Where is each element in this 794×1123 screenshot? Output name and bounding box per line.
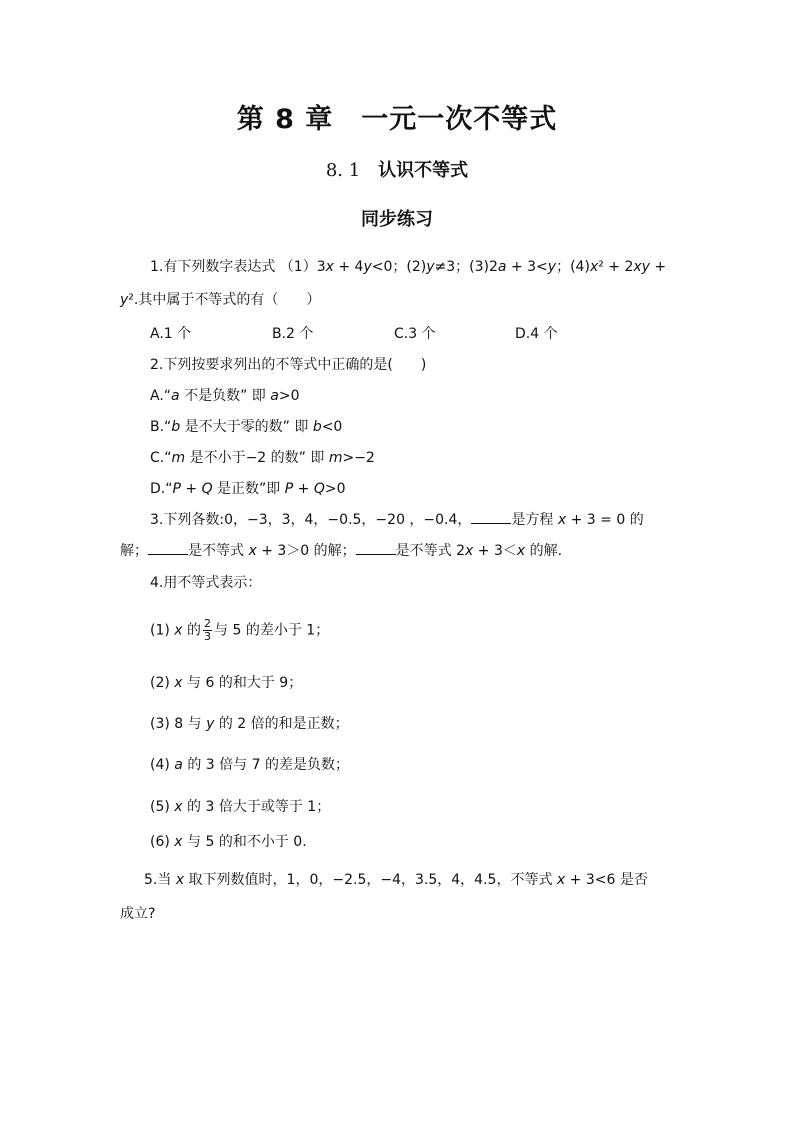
section-number: 8. 1 [325,160,361,181]
q5-line2: 成立? [120,906,156,922]
q2-option-d: D.“P + Q 是正数”即 P + Q>0 [150,481,346,497]
section-heading [0,156,794,182]
q1-option-c: C.3 个 [394,326,436,342]
exercise-title: 同步练习 [361,209,433,230]
q1-stem-line2: y².其中属于不等式的有（ ） [120,292,321,308]
q2-option-b: B.“b 是不大于零的数” 即 b<0 [150,419,343,435]
q4-part-5: (5) x 的 3 倍大于或等于 1； [150,799,331,815]
q3-blank-3[interactable] [356,541,396,555]
q4-part-6: (6) x 与 5 的和不小于 0. [150,834,307,850]
fraction-two-thirds: $\frac{2}{3}$ [204,617,212,643]
section-title: 认识不等式 [378,160,469,181]
q4-stem: 4.用不等式表示： [150,575,262,591]
q1-option-b: B.2 个 [272,326,314,342]
chapter-title: 第 8 章 一元一次不等式 [236,104,558,135]
q1-option-d: D.4 个 [515,326,558,342]
q5-line1: 5.当 x 取下列数值时，1，0，−2.5，−4，3.5，4，4.5，不等式 x + 3<6 是否 [144,872,648,888]
q4-part-1: (1) x 的 $\frac{2}{3}$ 与 5 的差小于 1； [150,617,330,643]
q2-option-a: A.“a 不是负数” 即 a>0 [150,388,300,404]
q2-stem: 2.下列按要求列出的不等式中正确的是( ) [150,357,427,373]
q3-line2: 解； 是不等式 x + 3＞0 的解； 是不等式 2x + 3＜x 的解. [120,543,563,559]
q3-blank-2[interactable] [148,541,188,555]
q4-part-2: (2) x 与 6 的和大于 9； [150,675,303,691]
q1-option-a: A.1 个 [150,326,192,342]
q2-option-c: C.“m 是不小于−2 的数” 即 m>−2 [150,450,375,466]
q4-part-4: (4) a 的 3 倍与 7 的差是负数； [150,757,349,773]
q3-blank-1[interactable] [471,510,511,524]
q3-line1: 3.下列各数:0，−3，3，4，−0.5，−20 ，−0.4， 是方程 x + 3 = 0 的 [150,512,644,528]
q4-part-3: (3) 8 与 y 的 2 倍的和是正数； [150,716,349,732]
q1-stem-line1: 1.有下列数字表达式 （1）3x + 4y<0；(2)y≠3；(3)2a + 3<y；(4)x² + 2xy + [150,259,667,275]
